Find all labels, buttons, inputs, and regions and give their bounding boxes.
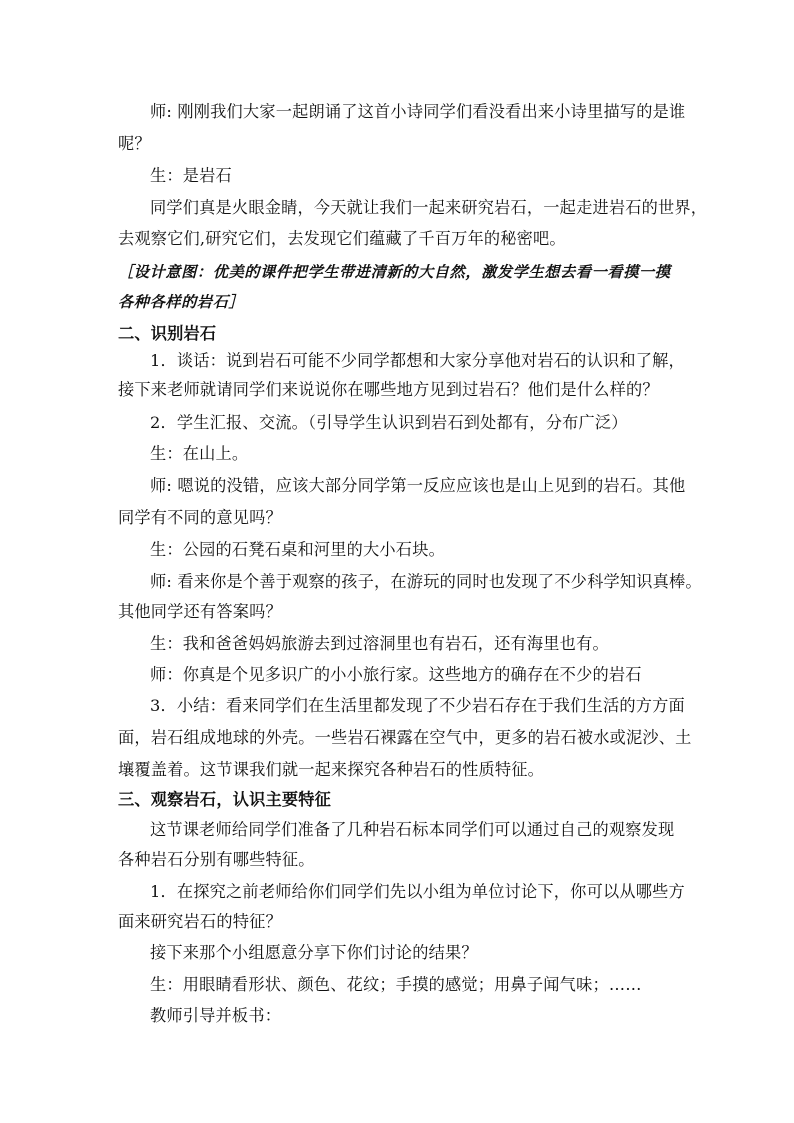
paragraph-line: 面，岩石组成地球的外壳。一些岩石裸露在空气中，更多的岩石被水或泥沙、土 bbox=[118, 728, 692, 747]
dialogue-line: 师：你真是个见多识广的小小旅行家。这些地方的确存在不少的岩石 bbox=[150, 665, 642, 684]
dialogue-line: 师: 刚刚我们大家一起朗诵了这首小诗同学们看没看出来小诗里描写的是谁 bbox=[150, 102, 686, 121]
design-intent-note: ［设计意图：优美的课件把学生带进清新的大自然，激发学生想去看一看摸一摸 bbox=[118, 263, 671, 281]
dialogue-line: 生：在山上。 bbox=[150, 444, 249, 463]
dialogue-line: 生：公园的石凳石桌和河里的大小石块。 bbox=[150, 540, 445, 559]
dialogue-line: 生：用眼睛看形状、颜色、花纹；手摸的感觉；用鼻子闻气味；…… bbox=[150, 975, 642, 994]
dialogue-line: 呢？ bbox=[118, 134, 151, 153]
design-intent-note: 各种各样的岩石］ bbox=[118, 293, 245, 311]
paragraph-line: 3．小结：看来同学们在生活里都发现了不少岩石存在于我们生活的方方面 bbox=[150, 696, 685, 715]
section-heading: 二、识别岩石 bbox=[118, 324, 217, 343]
section-heading: 三、观察岩石，认识主要特征 bbox=[118, 790, 332, 809]
dialogue-line: 师: 看来你是个善于观察的孩子，在游玩的同时也发现了不少科学知识真棒。 bbox=[150, 572, 702, 591]
paragraph-line: 面来研究岩石的特征？ bbox=[118, 912, 282, 931]
paragraph-line: 教师引导并板书： bbox=[150, 1006, 282, 1025]
paragraph-line: 壤覆盖着。这节课我们就一起来探究各种岩石的性质特征。 bbox=[118, 760, 545, 779]
paragraph-line: 这节课老师给同学们准备了几种岩石标本同学们可以通过自己的观察发现 bbox=[150, 820, 675, 839]
paragraph-line: 1．在探究之前老师给你们同学们先以小组为单位讨论下，你可以从哪些方 bbox=[150, 882, 685, 901]
paragraph-line: 1．谈话：说到岩石可能不少同学都想和大家分享他对岩石的认识和了解， bbox=[150, 351, 685, 370]
paragraph-line: 各种岩石分别有哪些特征。 bbox=[118, 850, 315, 869]
paragraph-line: 同学们真是火眼金睛，今天就让我们一起来研究岩石，一起走进岩石的世界， bbox=[150, 198, 708, 217]
dialogue-line: 同学有不同的意见吗？ bbox=[118, 508, 282, 527]
dialogue-line: 其他同学还有答案吗？ bbox=[118, 602, 282, 621]
paragraph-line: 2．学生汇报、交流。（引导学生认识到岩石到处都有，分布广泛） bbox=[150, 413, 628, 432]
paragraph-line: 去观察它们,研究它们，去发现它们蕴藏了千百万年的秘密吧。 bbox=[118, 229, 566, 248]
dialogue-line: 生：我和爸爸妈妈旅游去到过溶洞里也有岩石，还有海里也有。 bbox=[150, 634, 609, 653]
paragraph-line: 接下来老师就请同学们来说说你在哪些地方见到过岩石？他们是什么样的？ bbox=[118, 380, 659, 399]
dialogue-line: 师: 嗯说的没错，应该大部分同学第一反应应该也是山上见到的岩石。其他 bbox=[150, 476, 686, 495]
dialogue-line: 生：是岩石 bbox=[150, 166, 232, 185]
paragraph-line: 接下来那个小组愿意分享下你们讨论的结果？ bbox=[150, 943, 478, 962]
